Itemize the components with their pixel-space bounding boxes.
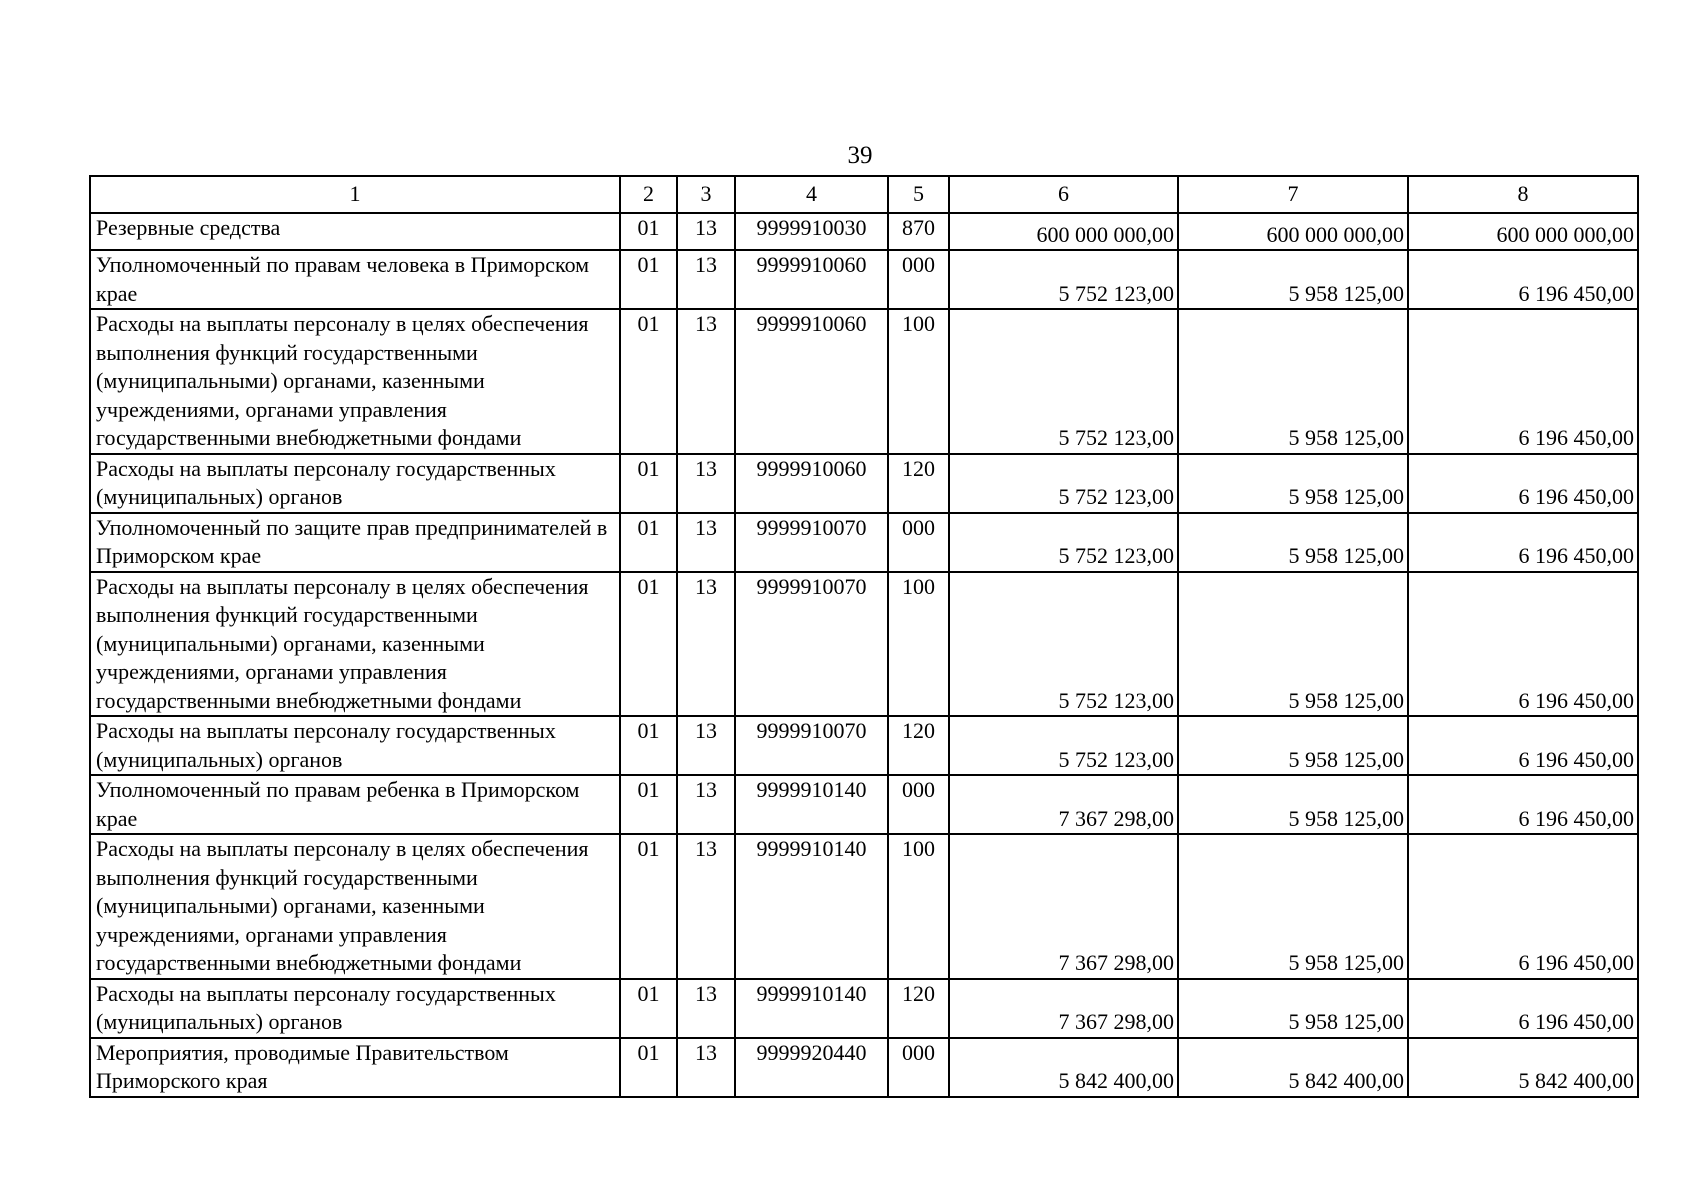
target-code: 9999910060 <box>735 454 888 513</box>
section-code: 01 <box>620 1038 677 1097</box>
table-header-row <box>90 176 1638 213</box>
subsection-code: 13 <box>677 250 735 309</box>
type-code: 870 <box>888 213 949 250</box>
expense-name: Расходы на выплаты персоналу в целях обеспечения выполнения функций государственными (муниципальными) органами, казенными учреждениями, органами управления государственными внебюджетными фондами <box>90 572 620 717</box>
subsection-code: 13 <box>677 716 735 775</box>
subsection-code: 13 <box>677 513 735 572</box>
section-code: 01 <box>620 716 677 775</box>
amount-col6: 5 752 123,00 <box>949 513 1178 572</box>
expense-name: Расходы на выплаты персоналу в целях обеспечения выполнения функций государственными (муниципальными) органами, казенными учреждениями, органами управления государственными внебюджетными фондами <box>90 834 620 979</box>
type-code: 100 <box>888 834 949 979</box>
subsection-code: 13 <box>677 775 735 834</box>
type-code: 120 <box>888 454 949 513</box>
amount-col7: 5 958 125,00 <box>1178 716 1408 775</box>
type-code: 000 <box>888 775 949 834</box>
subsection-code: 13 <box>677 979 735 1038</box>
amount-col6: 7 367 298,00 <box>949 775 1178 834</box>
section-code: 01 <box>620 513 677 572</box>
amount-col6: 5 752 123,00 <box>949 572 1178 717</box>
expense-name: Уполномоченный по правам ребенка в Приморском крае <box>90 775 620 834</box>
amount-col6: 7 367 298,00 <box>949 979 1178 1038</box>
section-code: 01 <box>620 979 677 1038</box>
table-row <box>90 309 1638 454</box>
expense-name: Расходы на выплаты персоналу государственных (муниципальных) органов <box>90 979 620 1038</box>
table-row <box>90 213 1638 250</box>
expense-name: Резервные средства <box>90 213 620 250</box>
amount-col7: 5 958 125,00 <box>1178 309 1408 454</box>
amount-col8: 6 196 450,00 <box>1408 309 1638 454</box>
type-code: 000 <box>888 1038 949 1097</box>
budget-table <box>89 175 1639 1098</box>
subsection-code: 13 <box>677 309 735 454</box>
expense-name: Расходы на выплаты персоналу государственных (муниципальных) органов <box>90 716 620 775</box>
amount-col7: 5 958 125,00 <box>1178 979 1408 1038</box>
amount-col8: 6 196 450,00 <box>1408 572 1638 717</box>
column-header: 5 <box>888 176 949 213</box>
amount-col8: 6 196 450,00 <box>1408 250 1638 309</box>
amount-col6: 7 367 298,00 <box>949 834 1178 979</box>
amount-col7: 5 958 125,00 <box>1178 572 1408 717</box>
target-code: 9999910140 <box>735 979 888 1038</box>
target-code: 9999910070 <box>735 572 888 717</box>
amount-col8: 6 196 450,00 <box>1408 775 1638 834</box>
type-code: 100 <box>888 572 949 717</box>
target-code: 9999910140 <box>735 775 888 834</box>
amount-col8: 6 196 450,00 <box>1408 454 1638 513</box>
table-row <box>90 834 1638 979</box>
target-code: 9999910070 <box>735 716 888 775</box>
amount-col6: 600 000 000,00 <box>949 213 1178 250</box>
amount-col6: 5 752 123,00 <box>949 716 1178 775</box>
section-code: 01 <box>620 572 677 717</box>
column-header: 1 <box>90 176 620 213</box>
subsection-code: 13 <box>677 834 735 979</box>
expense-name: Уполномоченный по правам человека в Приморском крае <box>90 250 620 309</box>
amount-col7: 5 958 125,00 <box>1178 454 1408 513</box>
amount-col8: 600 000 000,00 <box>1408 213 1638 250</box>
target-code: 9999910060 <box>735 309 888 454</box>
target-code: 9999910140 <box>735 834 888 979</box>
amount-col7: 5 958 125,00 <box>1178 834 1408 979</box>
subsection-code: 13 <box>677 213 735 250</box>
type-code: 120 <box>888 716 949 775</box>
type-code: 000 <box>888 250 949 309</box>
amount-col8: 6 196 450,00 <box>1408 716 1638 775</box>
subsection-code: 13 <box>677 454 735 513</box>
section-code: 01 <box>620 834 677 979</box>
amount-col7: 600 000 000,00 <box>1178 213 1408 250</box>
expense-name: Мероприятия, проводимые Правительством Приморского края <box>90 1038 620 1097</box>
expense-name: Уполномоченный по защите прав предпринимателей в Приморском крае <box>90 513 620 572</box>
expense-name: Расходы на выплаты персоналу в целях обеспечения выполнения функций государственными (муниципальными) органами, казенными учреждениями, органами управления государственными внебюджетными фондами <box>90 309 620 454</box>
table-row <box>90 250 1638 309</box>
section-code: 01 <box>620 213 677 250</box>
table-row <box>90 572 1638 717</box>
section-code: 01 <box>620 250 677 309</box>
table-row <box>90 513 1638 572</box>
table-row <box>90 775 1638 834</box>
column-header: 6 <box>949 176 1178 213</box>
column-header: 3 <box>677 176 735 213</box>
column-header: 7 <box>1178 176 1408 213</box>
amount-col7: 5 842 400,00 <box>1178 1038 1408 1097</box>
table-row <box>90 716 1638 775</box>
amount-col7: 5 958 125,00 <box>1178 513 1408 572</box>
amount-col8: 5 842 400,00 <box>1408 1038 1638 1097</box>
target-code: 9999910070 <box>735 513 888 572</box>
table-row <box>90 1038 1638 1097</box>
page-number: 39 <box>847 142 873 169</box>
target-code: 9999910030 <box>735 213 888 250</box>
section-code: 01 <box>620 309 677 454</box>
table-row <box>90 454 1638 513</box>
amount-col8: 6 196 450,00 <box>1408 513 1638 572</box>
amount-col6: 5 752 123,00 <box>949 454 1178 513</box>
amount-col8: 6 196 450,00 <box>1408 834 1638 979</box>
column-header: 8 <box>1408 176 1638 213</box>
amount-col6: 5 752 123,00 <box>949 309 1178 454</box>
section-code: 01 <box>620 775 677 834</box>
amount-col7: 5 958 125,00 <box>1178 250 1408 309</box>
subsection-code: 13 <box>677 572 735 717</box>
type-code: 000 <box>888 513 949 572</box>
target-code: 9999910060 <box>735 250 888 309</box>
type-code: 120 <box>888 979 949 1038</box>
expense-name: Расходы на выплаты персоналу государственных (муниципальных) органов <box>90 454 620 513</box>
column-header: 4 <box>735 176 888 213</box>
section-code: 01 <box>620 454 677 513</box>
amount-col7: 5 958 125,00 <box>1178 775 1408 834</box>
amount-col6: 5 752 123,00 <box>949 250 1178 309</box>
amount-col8: 6 196 450,00 <box>1408 979 1638 1038</box>
subsection-code: 13 <box>677 1038 735 1097</box>
amount-col6: 5 842 400,00 <box>949 1038 1178 1097</box>
table-row <box>90 979 1638 1038</box>
target-code: 9999920440 <box>735 1038 888 1097</box>
column-header: 2 <box>620 176 677 213</box>
type-code: 100 <box>888 309 949 454</box>
